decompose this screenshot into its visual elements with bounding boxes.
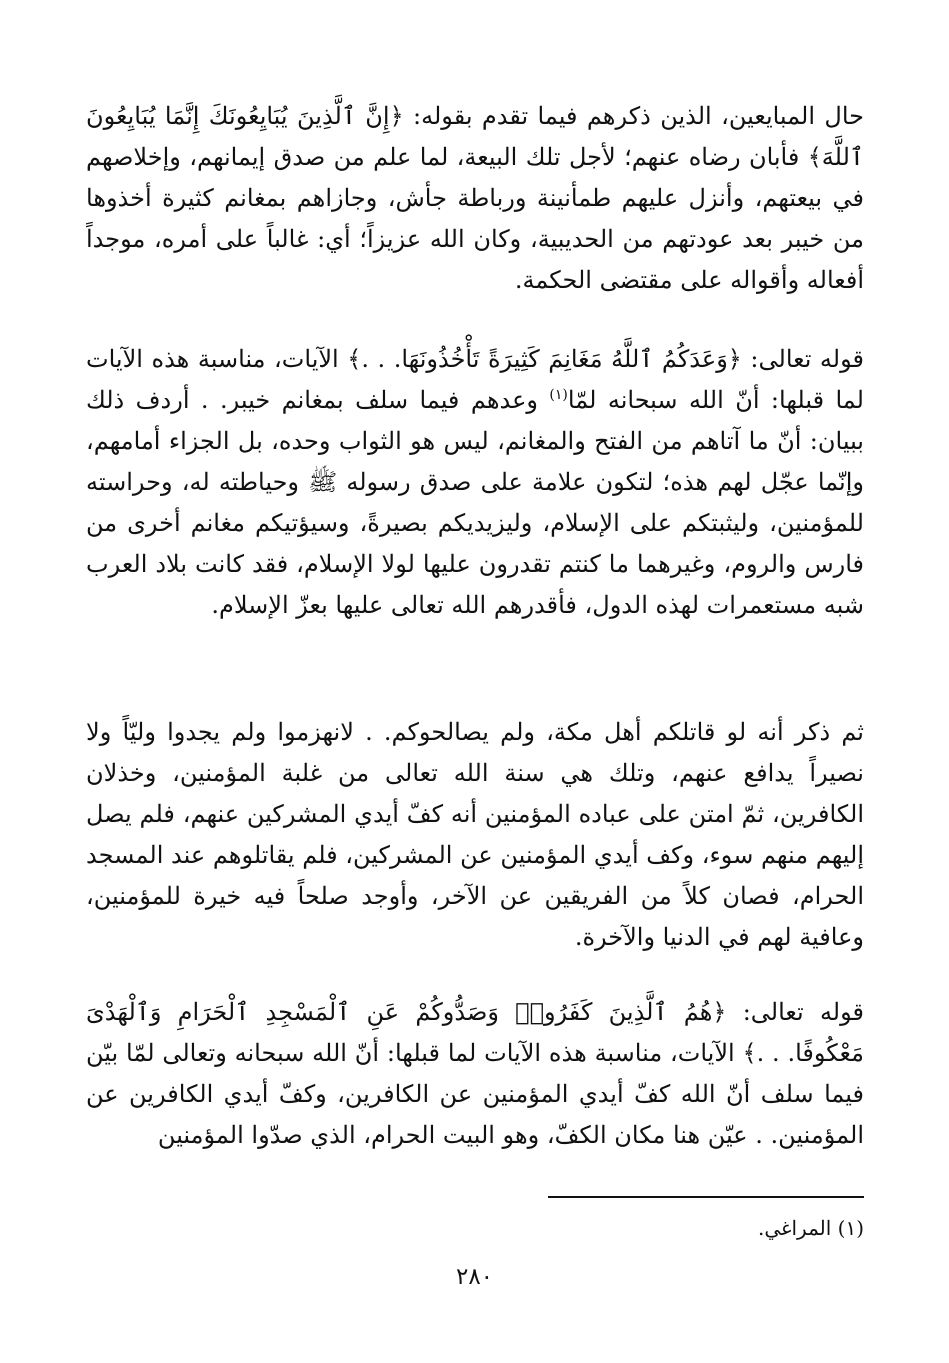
paragraph-2-text-before-note: قوله تعالى: ﴿وَعَدَكُمُ ٱللَّهُ مَغَانِمَ كَثِيرَةً تَأْخُذُونَهَا. . .﴾ الآيات، مناسبة هذه الآيات لما قبلها: أنّ الله سبحانه لمّا xyxy=(86,345,864,414)
footnote xyxy=(500,1213,864,1243)
page-number xyxy=(0,1262,949,1292)
paragraph-4 xyxy=(86,992,864,1156)
paragraph-1 xyxy=(86,96,864,301)
paragraph-2 xyxy=(86,339,864,626)
page-number-text: ٢٨٠ xyxy=(455,1264,494,1290)
footnote-marker: (١) xyxy=(549,387,568,403)
paragraph-2-text-after-note: وعدهم فيما سلف بمغانم خيبر. . أردف ذلك ببيان: أنّ ما آتاهم من الفتح والمغانم، ليس هو الثواب وحده، بل الجزاء أمامهم، وإنّما عجّل لهم هذه؛ لتكون علامة على صدق رسوله ﷺ وحياطته له، وحراسته للمؤمنين، وليثبتكم على الإسلام، وليزيديكم بصيرةً، وسيؤتيكم مغانم أخرى من فارس والروم، وغيرهما ما كنتم تقدرون عليها لولا الإسلام، فقد كانت بلاد العرب شبه مستعمرات لهذه الدول، فأقدرهم الله تعالى عليها بعزّ الإسلام. xyxy=(86,386,864,619)
footnote-text: (١) المراغي. xyxy=(757,1216,864,1240)
paragraph-1-text: حال المبايعين، الذين ذكرهم فيما تقدم بقوله: ﴿إِنَّ ٱلَّذِينَ يُبَايِعُونَكَ إِنَّمَا يُبَايِعُونَ ٱللَّهَ﴾ فأبان رضاه عنهم؛ لأجل تلك البيعة، لما علم من صدق إيمانهم، وإخلاصهم في بيعتهم، وأنزل عليهم طمأنينة ورباطة جأش، وجازاهم بمغانم كثيرة أخذوها من خيبر بعد عودتهم من الحديبية، وكان الله عزيزاً؛ أي: غالباً على أمره، موجداً أفعاله وأقواله على مقتضى الحكمة. xyxy=(86,102,864,294)
footnote-separator xyxy=(548,1196,864,1198)
paragraph-3-text: ثم ذكر أنه لو قاتلكم أهل مكة، ولم يصالحوكم. . لانهزموا ولم يجدوا وليّاً ولا نصيراً يدافع عنهم، وتلك هي سنة الله تعالى من غلبة المؤمنين، وخذلان الكافرين، ثمّ امتن على عباده المؤمنين أنه كفّ أيدي المشركين عنهم، فلم يصل إليهم منهم سوء، وكف أيدي المؤمنين عن المشركين، فلم يقاتلوهم عند المسجد الحرام، فصان كلاً من الفريقين عن الآخر، وأوجد صلحاً فيه خيرة للمؤمنين، وعافية لهم في الدنيا والآخرة. xyxy=(86,718,864,951)
paragraph-3 xyxy=(86,712,864,958)
paragraph-4-text: قوله تعالى: ﴿هُمُ ٱلَّذِينَ كَفَرُوا۟ وَصَدُّوكُمْ عَنِ ٱلْمَسْجِدِ ٱلْحَرَامِ وَٱلْهَدْىَ مَعْكُوفًا. . .﴾ الآيات، مناسبة هذه الآيات لما قبلها: أنّ الله سبحانه وتعالى لمّا بيّن فيما سلف أنّ الله كفّ أيدي المؤمنين عن الكافرين، وكفّ أيدي الكافرين عن المؤمنين. . عيّن هنا مكان الكفّ، وهو البيت الحرام، الذي صدّوا المؤمنين xyxy=(86,998,864,1149)
